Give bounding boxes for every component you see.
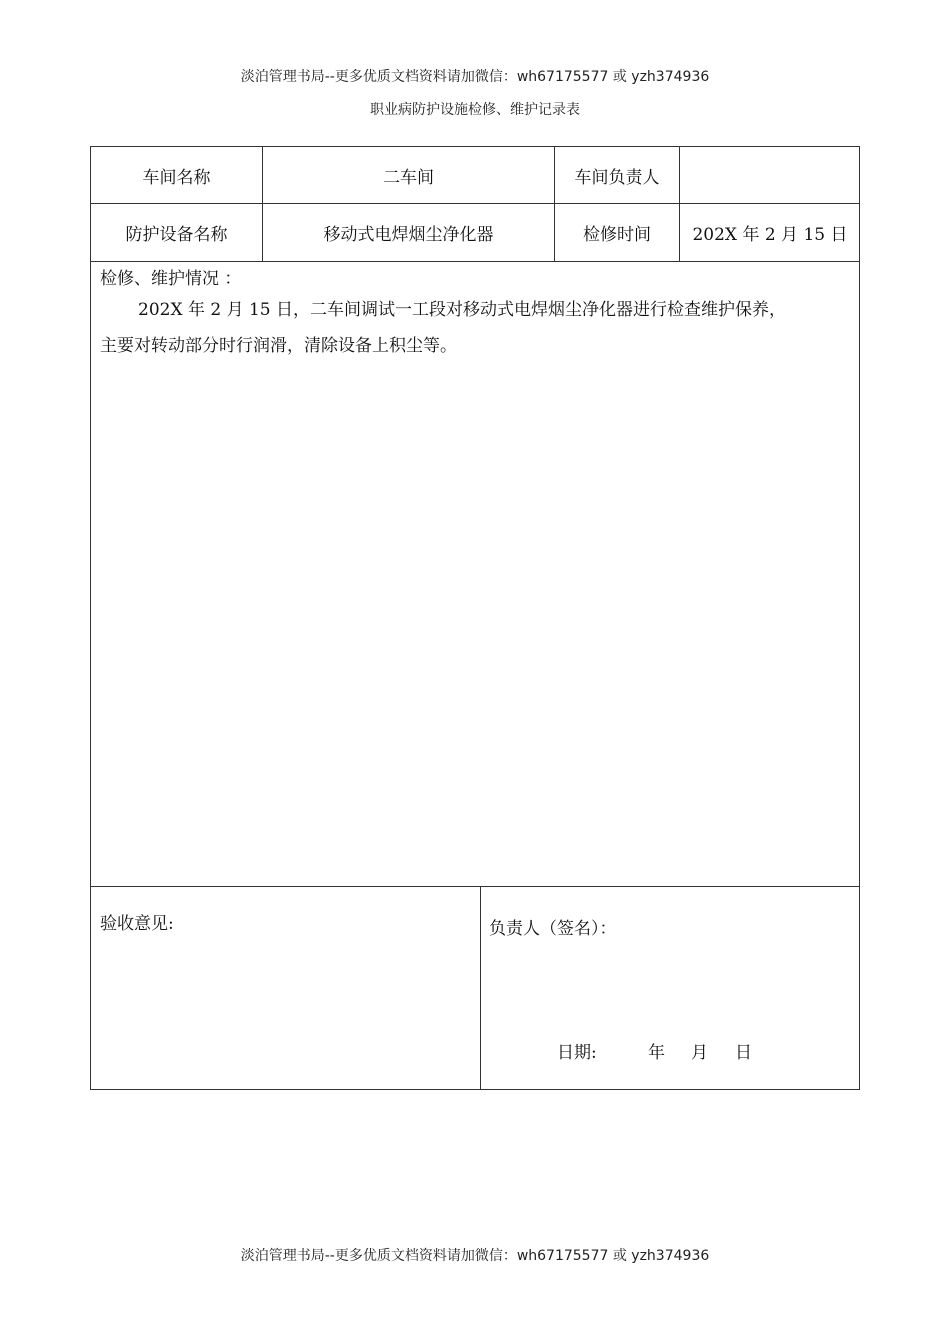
record-table [90, 146, 860, 1090]
workshop-name-label: 车间名称 [142, 167, 211, 188]
date-year: 年 [648, 1043, 665, 1063]
col-divider-bottom [480, 886, 481, 1090]
workshop-name-value: 二车间 [383, 167, 434, 188]
date-day: 日 [735, 1043, 752, 1063]
workshop-manager-value [680, 147, 860, 203]
acceptance-opinion-label: 验收意见: [100, 914, 174, 934]
date-label: 日期: [557, 1043, 597, 1063]
device-name-value: 移动式电焊烟尘净化器 [323, 225, 494, 245]
watermark-header: 淡泊管理书局--更多优质文档资料请加微信：wh67175577 或 yzh374936 [240, 69, 710, 85]
row-divider-2 [91, 261, 859, 262]
signer-label: 负责人（签名）： [489, 919, 617, 939]
maintenance-time-label: 检修时间 [583, 225, 651, 245]
maintenance-time-value: 202X 年 2 月 15 日 [692, 225, 848, 245]
row-divider-3 [91, 886, 859, 887]
date-month: 月 [691, 1043, 708, 1063]
maintenance-label: 检修、维护情况 ： [100, 269, 242, 289]
device-name-label: 防护设备名称 [125, 225, 228, 245]
maintenance-text-line1: 202X 年 2 月 15 日，二车间调试一工段对移动式电焊烟尘净化器进行检查维护保养， [138, 300, 787, 320]
maintenance-text-line2: 主要对转动部分时行润滑，清除设备上积尘等。 [100, 336, 457, 356]
watermark-footer: 淡泊管理书局--更多优质文档资料请加微信：wh67175577 或 yzh374936 [240, 1248, 710, 1264]
workshop-manager-label: 车间负责人 [574, 167, 660, 188]
document-title: 职业病防护设施检修、维护记录表 [370, 102, 580, 118]
